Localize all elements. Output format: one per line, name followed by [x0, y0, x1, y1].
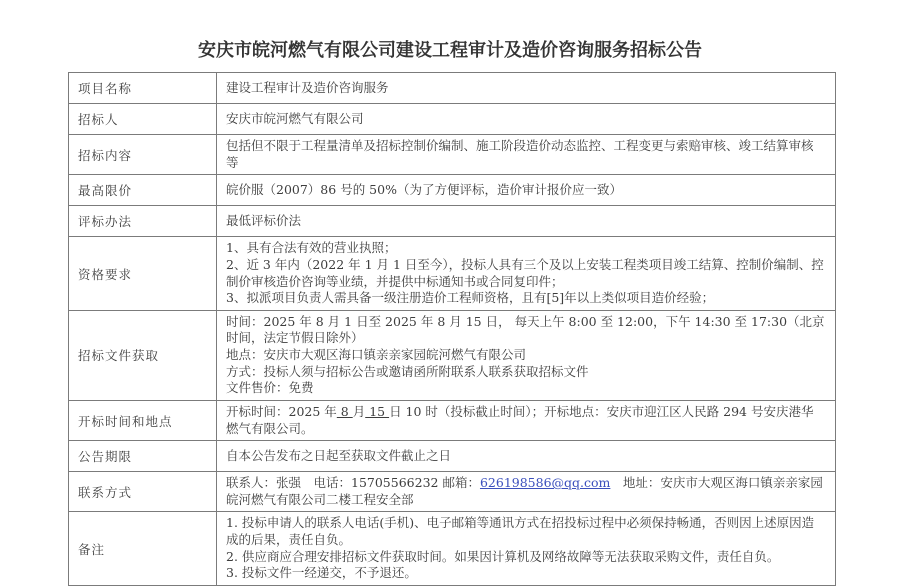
table-row-remarks	[69, 512, 836, 586]
content-line	[226, 80, 825, 97]
text-segment: 1、具有合法有效的营业执照；	[226, 240, 397, 256]
email-link[interactable]: 626198586@qq.com	[479, 475, 611, 491]
content-line	[226, 290, 825, 307]
page-title: 安庆市皖河燃气有限公司建设工程审计及造价咨询服务招标公告	[198, 40, 702, 61]
content-line	[226, 565, 825, 582]
table-row-opening-time-place	[69, 400, 836, 440]
row-label-announcement-period: 公告期限	[69, 441, 217, 472]
row-content-tender-content	[217, 135, 836, 175]
table-row-max-price-limit	[69, 175, 836, 206]
text-segment: 2. 供应商应合理安排招标文件获取时间。如果因计算机及网络故障等无法获取采购文件，责任自负。	[226, 548, 780, 564]
text-segment: 包括但不限于工程量清单及招标控制价编制、施工阶段造价动态监控、工程变更与索赔审核、竣工结算审核等	[226, 138, 814, 170]
text-segment: 最低评标价法	[226, 212, 302, 228]
text-segment: 月	[352, 403, 366, 419]
row-content-contact-info	[217, 472, 836, 512]
text-segment: 2、近 3 年内（2022 年 1 月 1 日至今），投标人具有三个及以上安装工程类项目竣工结算、控制价编制、控制价审核造价咨询等业绩，并提供中标通知书或合同复印件；	[226, 256, 824, 289]
content-line	[226, 404, 825, 437]
row-content-project-name	[217, 73, 836, 104]
table-row-tender-content	[69, 135, 836, 175]
text-segment: 开标时间：2025 年	[226, 403, 337, 419]
table-row-document-acquisition	[69, 310, 836, 400]
text-segment: 日 10 时（投标截止时间）；开标地点：安庆市迎江区人民路 294 号安庆港华燃气有限公司。	[226, 403, 814, 436]
row-content-remarks	[217, 512, 836, 586]
row-label-evaluation-method: 评标办法	[69, 206, 217, 237]
content-line	[226, 347, 825, 364]
row-content-document-acquisition	[217, 310, 836, 400]
row-label-tender-content: 招标内容	[69, 135, 217, 175]
row-content-tenderer	[217, 104, 836, 135]
announcement-table	[68, 72, 836, 586]
table-body	[69, 73, 836, 586]
content-line	[226, 549, 825, 566]
row-content-evaluation-method	[217, 206, 836, 237]
table-row-evaluation-method	[69, 206, 836, 237]
row-content-opening-time-place	[217, 400, 836, 440]
text-segment: 时间：2025 年 8 月 1 日至 2025 年 8 月 15 日， 每天上午 8:00 至 12:00，下午 14:30 至 17:30（北京时间，法定节假日除外）	[226, 313, 825, 346]
row-content-qualification-requirements	[217, 237, 836, 311]
text-segment: 地点：安庆市大观区海口镇亲亲家园皖河燃气有限公司	[226, 347, 527, 362]
content-line	[226, 314, 825, 347]
content-line	[226, 138, 825, 171]
table-row-qualification-requirements	[69, 237, 836, 311]
text-segment: 安庆市皖河燃气有限公司	[226, 110, 364, 126]
row-label-opening-time-place: 开标时间和地点	[69, 400, 217, 440]
row-content-announcement-period	[217, 441, 836, 472]
row-label-project-name: 项目名称	[69, 73, 217, 104]
content-line	[226, 380, 825, 397]
underlined-date-value: 8	[336, 403, 353, 419]
content-line	[226, 448, 825, 465]
text-segment: 1. 投标申请人的联系人电话(手机)、电子邮箱等通讯方式在招投标过程中必须保持畅通，否则因上述原因造成的后果，责任自负。	[226, 515, 815, 547]
content-line	[226, 240, 825, 257]
text-segment: 文件售价：免费	[226, 380, 314, 396]
content-line	[226, 515, 825, 548]
content-line	[226, 111, 825, 128]
content-line	[226, 364, 825, 381]
content-line	[226, 213, 825, 230]
row-label-contact-info: 联系方式	[69, 472, 217, 512]
row-label-remarks: 备注	[69, 512, 217, 586]
row-label-document-acquisition: 招标文件获取	[69, 310, 217, 400]
text-segment: 3、拟派项目负责人需具备一级注册造价工程师资格，且有[5]年以上类似项目造价经验；	[226, 290, 715, 306]
text-segment: 3. 投标文件一经递交，不予退还。	[226, 565, 417, 581]
table-row-contact-info	[69, 472, 836, 512]
row-label-tenderer: 招标人	[69, 104, 217, 135]
table-row-project-name	[69, 73, 836, 104]
text-segment: 联系人：张强 电话：15705566232 邮箱：	[226, 475, 480, 491]
text-segment: 自本公告发布之日起至获取文件截止之日	[226, 447, 452, 463]
table-row-tenderer	[69, 104, 836, 135]
row-label-max-price-limit: 最高限价	[69, 175, 217, 206]
content-line	[226, 257, 825, 290]
underlined-date-value: 15	[365, 403, 390, 419]
text-segment: 皖价服（2007）86 号的 50%（为了方便评标，造价审计报价应一致）	[226, 181, 622, 197]
row-label-qualification-requirements: 资格要求	[69, 237, 217, 311]
text-segment: 方式：投标人须与招标公告或邀请函所附联系人联系获取招标文件	[226, 363, 589, 379]
content-line	[226, 182, 825, 199]
table-row-announcement-period	[69, 441, 836, 472]
text-segment: 地址：安庆市大观区海口镇亲亲家园皖河燃气有限公司二楼工程安全部	[226, 475, 823, 507]
content-line	[226, 475, 825, 508]
text-segment: 建设工程审计及造价咨询服务	[226, 79, 389, 95]
row-content-max-price-limit	[217, 175, 836, 206]
